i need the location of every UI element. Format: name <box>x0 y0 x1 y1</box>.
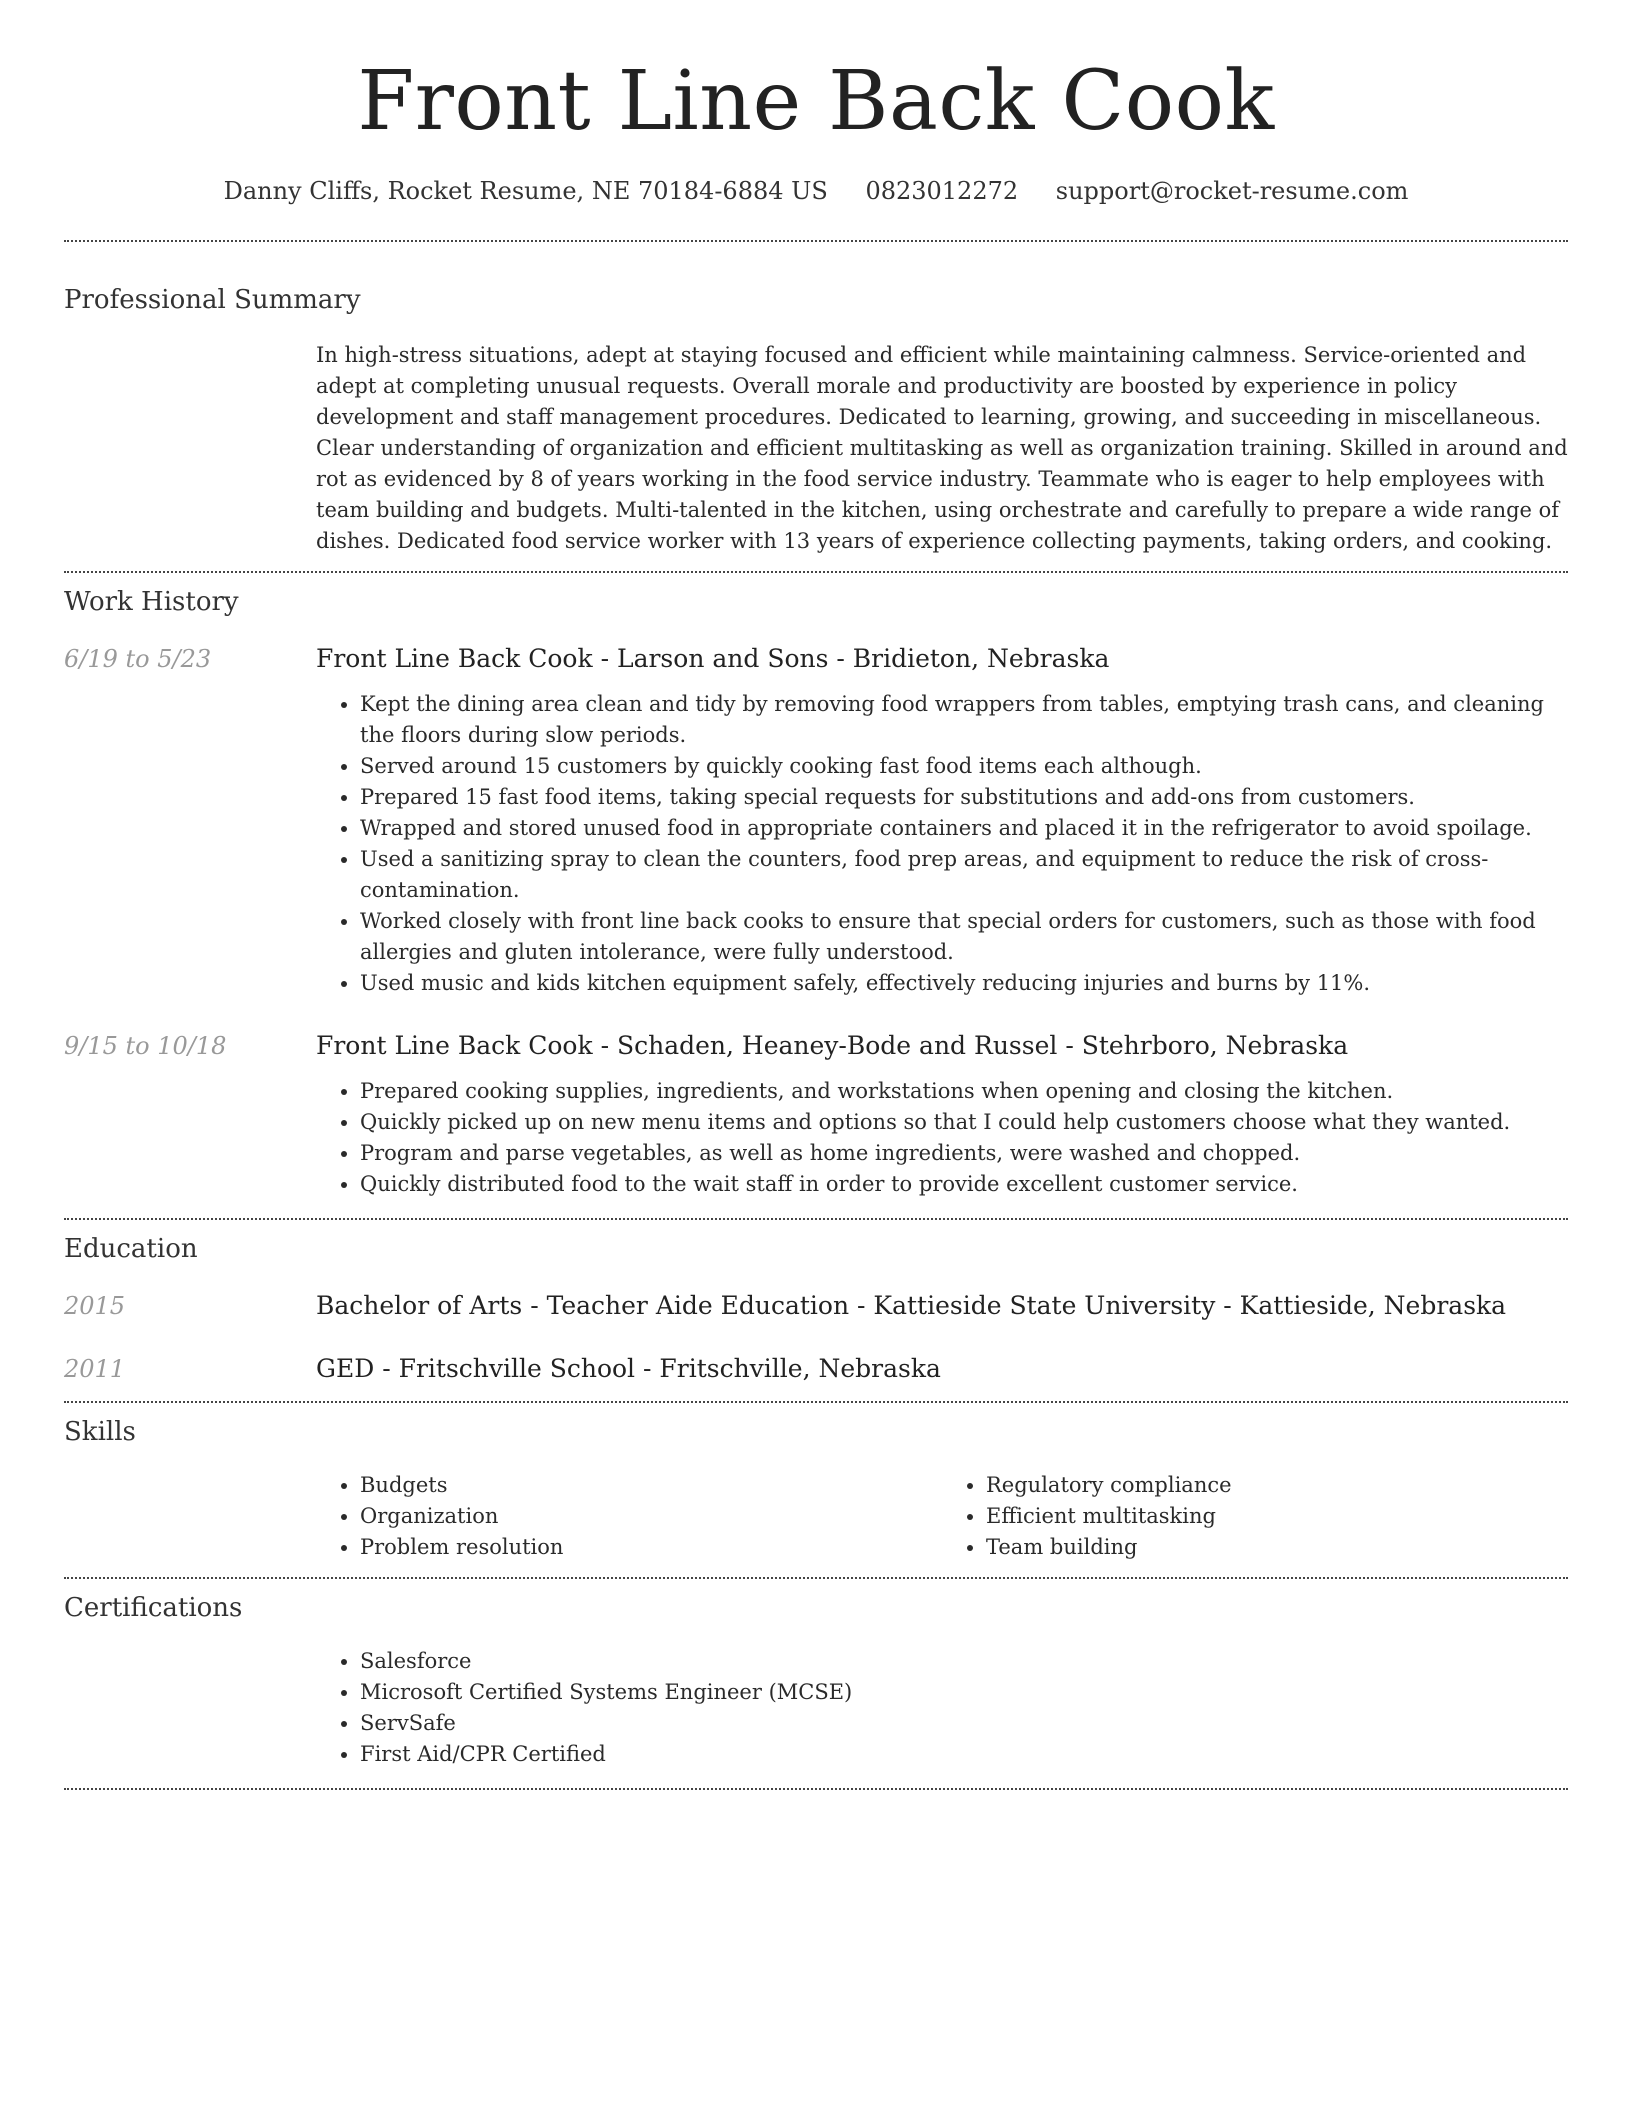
education-entry <box>64 1291 1568 1320</box>
education-section <box>64 1220 1568 1383</box>
list-item: • Organization <box>360 1501 942 1532</box>
certifications-list <box>316 1646 1568 1770</box>
skills-section <box>64 1403 1568 1563</box>
work-section <box>64 573 1568 1200</box>
list-item: • Kept the dining area clean and tidy by removing food wrappers from tables, emptying trash cans, and cleaning the floors during slow periods. <box>360 689 1568 751</box>
education-degree: Bachelor of Arts - Teacher Aide Education - Kattieside State University - Kattieside, Nebraska <box>316 1291 1507 1320</box>
summary-heading: Professional Summary <box>64 285 361 315</box>
job-entry <box>64 1031 1568 1200</box>
job-dates: 9/15 to 10/18 <box>64 1032 227 1060</box>
list-item: • Budgets <box>360 1470 942 1501</box>
summary-text: In high-stress situations, adept at staying focused and efficient while maintaining calmness. Service-oriented and adept at completing unusual requests. Overall morale and productivity are boosted by experience in policy development and staff management procedures. Dedicated to learning, growing, and succeeding in miscellaneous. Clear understanding of organization and efficient multitasking as well as organization training. Skilled in around and rot as evidenced by 8 of years working in the food service industry. Teammate who is eager to help employees with team building and budgets. Multi-talented in the kitchen, using orchestrate and carefully to prepare a wide range of dishes. Dedicated food service worker with 13 years of experience collecting payments, taking orders, and cooking. <box>316 343 1568 553</box>
contact-line <box>64 176 1568 206</box>
list-item: • Regulatory compliance <box>986 1470 1568 1501</box>
job-entry <box>64 644 1568 999</box>
list-item: • Salesforce <box>360 1646 1568 1677</box>
list-item: • Used a sanitizing spray to clean the counters, food prep areas, and equipment to reduce the risk of cross-contamination. <box>360 844 1568 906</box>
list-item: • Prepared cooking supplies, ingredients, and workstations when opening and closing the kitchen. <box>360 1076 1568 1107</box>
list-item: • Problem resolution <box>360 1532 942 1563</box>
education-degree: GED - Fritschville School - Fritschville, Nebraska <box>316 1354 941 1383</box>
list-item: • Served around 15 customers by quickly cooking fast food items each although. <box>360 751 1568 782</box>
work-heading: Work History <box>64 587 239 617</box>
list-item: • Used music and kids kitchen equipment safely, effectively reducing injuries and burns by 11%. <box>360 968 1568 999</box>
list-item: • Microsoft Certified Systems Engineer (MCSE) <box>360 1677 1568 1708</box>
job-bullets <box>316 1076 1568 1200</box>
skills-heading: Skills <box>64 1417 136 1447</box>
certifications-section <box>64 1579 1568 1770</box>
job-heading: Front Line Back Cook - Schaden, Heaney-Bode and Russel - Stehrboro, Nebraska <box>316 1031 1349 1060</box>
contact-address: Danny Cliffs, Rocket Resume, NE 70184-6884 US <box>223 177 828 205</box>
list-item: • Worked closely with front line back cooks to ensure that special orders for customers, such as those with food allergies and gluten intolerance, were fully understood. <box>360 906 1568 968</box>
education-entry <box>64 1354 1568 1383</box>
contact-email: support@rocket-resume.com <box>1055 177 1409 205</box>
list-item: • Program and parse vegetables, as well as home ingredients, were washed and chopped. <box>360 1138 1568 1169</box>
skills-list <box>942 1470 1568 1563</box>
list-item: • First Aid/CPR Certified <box>360 1739 1568 1770</box>
education-heading: Education <box>64 1234 198 1264</box>
job-heading: Front Line Back Cook - Larson and Sons - Bridieton, Nebraska <box>316 644 1110 673</box>
list-item: • Wrapped and stored unused food in appropriate containers and placed it in the refrigerator to avoid spoilage. <box>360 813 1568 844</box>
list-item: • Team building <box>986 1532 1568 1563</box>
education-year: 2011 <box>64 1355 126 1383</box>
list-item: • Efficient multitasking <box>986 1501 1568 1532</box>
resume-name: Front Line Back Cook <box>357 54 1275 149</box>
skills-list <box>316 1470 942 1563</box>
certifications-heading: Certifications <box>64 1593 243 1623</box>
contact-phone: 0823012272 <box>865 177 1019 205</box>
job-bullets <box>316 689 1568 999</box>
education-year: 2015 <box>64 1292 126 1320</box>
list-item: • Quickly picked up on new menu items and options so that I could help customers choose what they wanted. <box>360 1107 1568 1138</box>
list-item: • ServSafe <box>360 1708 1568 1739</box>
list-item: • Quickly distributed food to the wait staff in order to provide excellent customer service. <box>360 1169 1568 1200</box>
divider <box>64 1788 1568 1790</box>
list-item: • Prepared 15 fast food items, taking special requests for substitutions and add-ons from customers. <box>360 782 1568 813</box>
summary-section <box>64 242 1568 557</box>
job-dates: 6/19 to 5/23 <box>64 645 212 673</box>
